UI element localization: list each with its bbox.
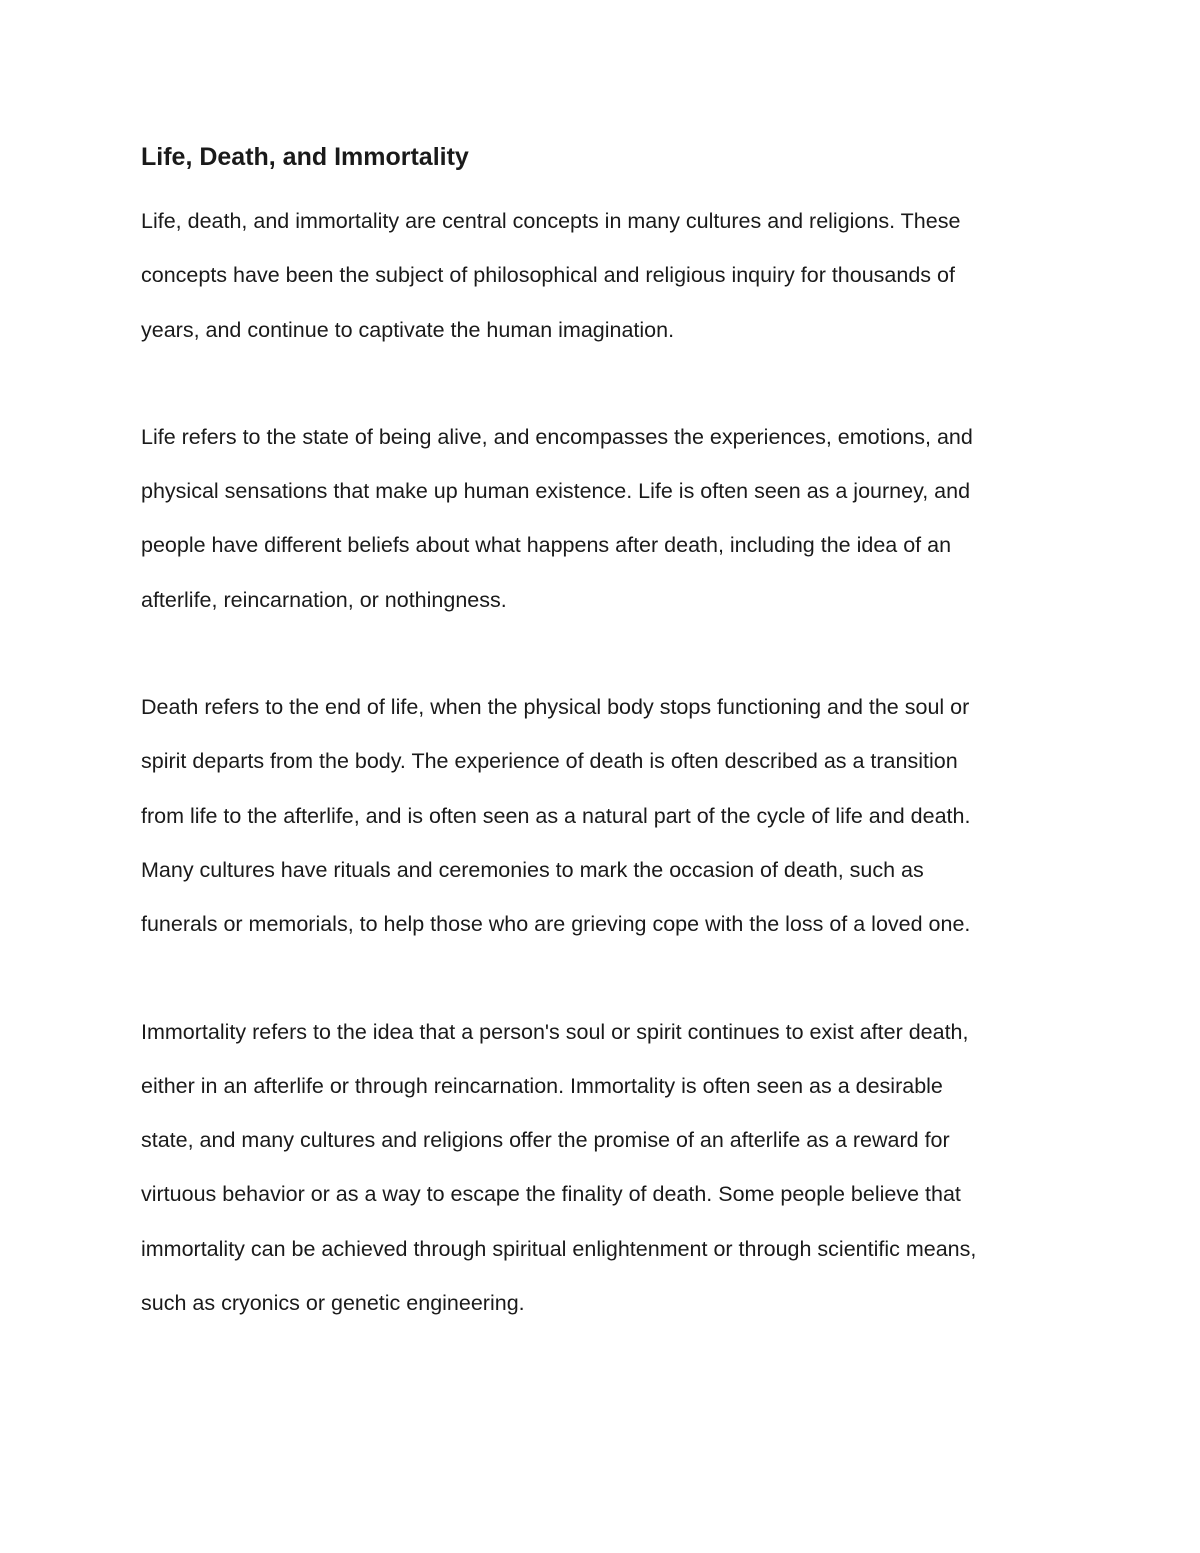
paragraph-line: people have different beliefs about what happens after death, including the idea of an <box>141 533 952 558</box>
paragraph-line: from life to the afterlife, and is often seen as a natural part of the cycle of life and death. <box>141 803 971 828</box>
paragraph-life <box>141 410 1066 627</box>
paragraph-line: Many cultures have rituals and ceremonies to mark the occasion of death, such as <box>141 857 924 882</box>
paragraph-line: Life, death, and immortality are central concepts in many cultures and religions. These <box>141 209 961 233</box>
paragraph-line: such as cryonics or genetic engineering. <box>141 1291 525 1316</box>
paragraph-immortality <box>141 1005 1066 1331</box>
document-page <box>141 140 1066 1330</box>
paragraph-line: Death refers to the end of life, when the physical body stops functioning and the soul or <box>141 695 970 720</box>
paragraph-line: spirit departs from the body. The experience of death is often described as a transition <box>141 749 958 774</box>
paragraph-line: virtuous behavior or as a way to escape the finality of death. Some people believe that <box>141 1182 961 1207</box>
paragraph-line: state, and many cultures and religions offer the promise of an afterlife as a reward for <box>141 1128 950 1153</box>
paragraph-line: Immortality refers to the idea that a person's soul or spirit continues to exist after death, <box>141 1019 969 1044</box>
paragraph-line: physical sensations that make up human existence. Life is often seen as a journey, and <box>141 479 971 504</box>
paragraph-intro <box>141 194 1066 357</box>
document-title: Life, Death, and Immortality <box>141 143 469 171</box>
paragraph-line: afterlife, reincarnation, or nothingness. <box>141 587 507 612</box>
paragraph-line: either in an afterlife or through reincarnation. Immortality is often seen as a desirable <box>141 1073 943 1098</box>
paragraph-line: funerals or memorials, to help those who are grieving cope with the loss of a loved one. <box>141 912 971 937</box>
paragraph-line: concepts have been the subject of philosophical and religious inquiry for thousands of <box>141 263 955 288</box>
paragraph-line: Life refers to the state of being alive, and encompasses the experiences, emotions, and <box>141 424 973 449</box>
paragraph-death <box>141 680 1066 951</box>
paragraph-line: immortality can be achieved through spiritual enlightenment or through scientific means, <box>141 1236 977 1261</box>
paragraph-line: years, and continue to captivate the human imagination. <box>141 317 675 342</box>
